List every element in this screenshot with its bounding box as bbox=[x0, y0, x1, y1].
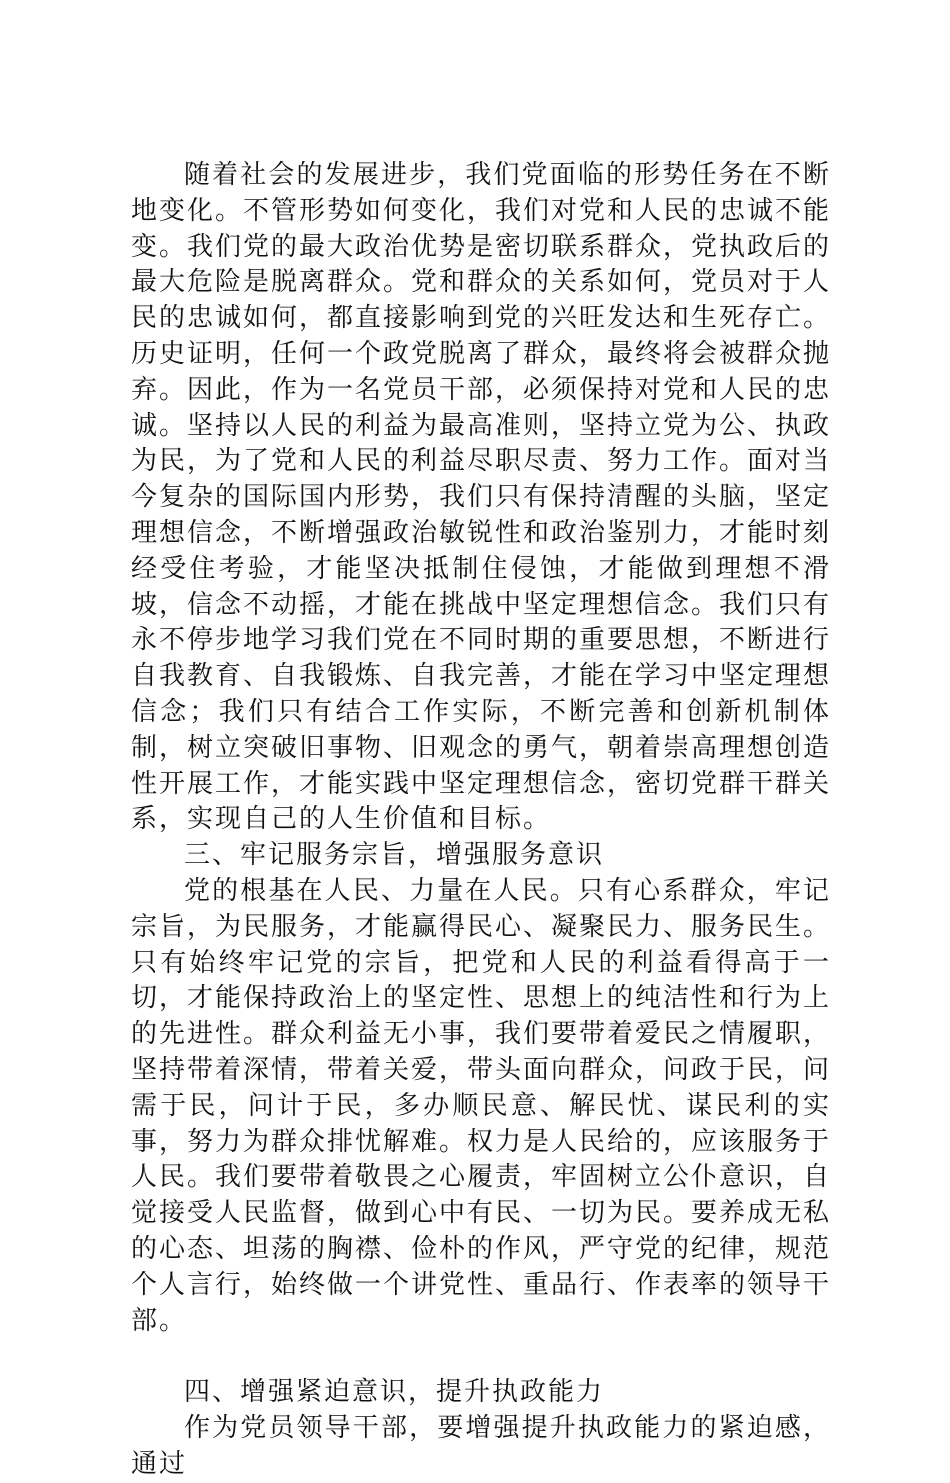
paragraph-capability: 作为党员领导干部，要增强提升执政能力的紧迫感，通过 bbox=[131, 1413, 831, 1479]
section-heading-4: 四、增强紧迫意识，提升执政能力 bbox=[184, 1377, 605, 1408]
paragraph-loyalty: 随着社会的发展进步，我们党面临的形势任务在不断地变化。不管形势如何变化，我们对党和人民的忠诚不能变。我们党的最大政治优势是密切联系群众，党执政后的最大危险是脱离群众。党和群众的关系如何，党员对于人民的忠诚如何，都直接影响到党的兴旺发达和生死存亡。历史证明，任何一个政党脱离了群众，最终将会被群众抛弃。因此，作为一名党员干部，必须保持对党和人民的忠诚。坚持以人民的利益为最高准则，坚持立党为公、执政为民，为了党和人民的利益尽职尽责、努力工作。面对当今复杂的国际国内形势，我们只有保持清醒的头脑，坚定理想信念，不断增强政治敏锐性和政治鉴别力，才能时刻经受住考验，才能坚决抵制住侵蚀，才能做到理想不滑坡，信念不动摇，才能在挑战中坚定理想信念。我们只有永不停步地学习我们党在不同时期的重要思想，不断进行自我教育、自我锻炼、自我完善，才能在学习中坚定理想信念；我们只有结合工作实际，不断完善和创新机制体制，树立突破旧事物、旧观念的勇气，朝着崇高理想创造性开展工作，才能实践中坚定理想信念，密切党群干群关系，实现自己的人生价值和目标。 bbox=[131, 160, 832, 835]
paragraph-service: 党的根基在人民、力量在人民。只有心系群众，牢记宗旨，为民服务，才能赢得民心、凝聚民力、服务民生。只有始终牢记党的宗旨，把党和人民的利益看得高于一切，才能保持政治上的坚定性、思想上的纯洁性和行为上的先进性。群众利益无小事，我们要带着爱民之情履职，坚持带着深情，带着关爱，带头面向群众，问政于民，问需于民，问计于民，多办顺民意、解民忧、谋民利的实事，努力为群众排忧解难。权力是人民给的，应该服务于人民。我们要带着敬畏之心履责，牢固树立公仆意识，自觉接受人民监督，做到心中有民、一切为民。要养成无私的心态、坦荡的胸襟、俭朴的作风，严守党的纪律，规范个人言行，始终做一个讲党性、重品行、作表率的领导干部。 bbox=[131, 875, 832, 1336]
section-heading-3: 三、牢记服务宗旨，增强服务意识 bbox=[184, 840, 605, 871]
document-body bbox=[131, 158, 831, 1483]
paragraph-spacer bbox=[131, 1339, 831, 1375]
